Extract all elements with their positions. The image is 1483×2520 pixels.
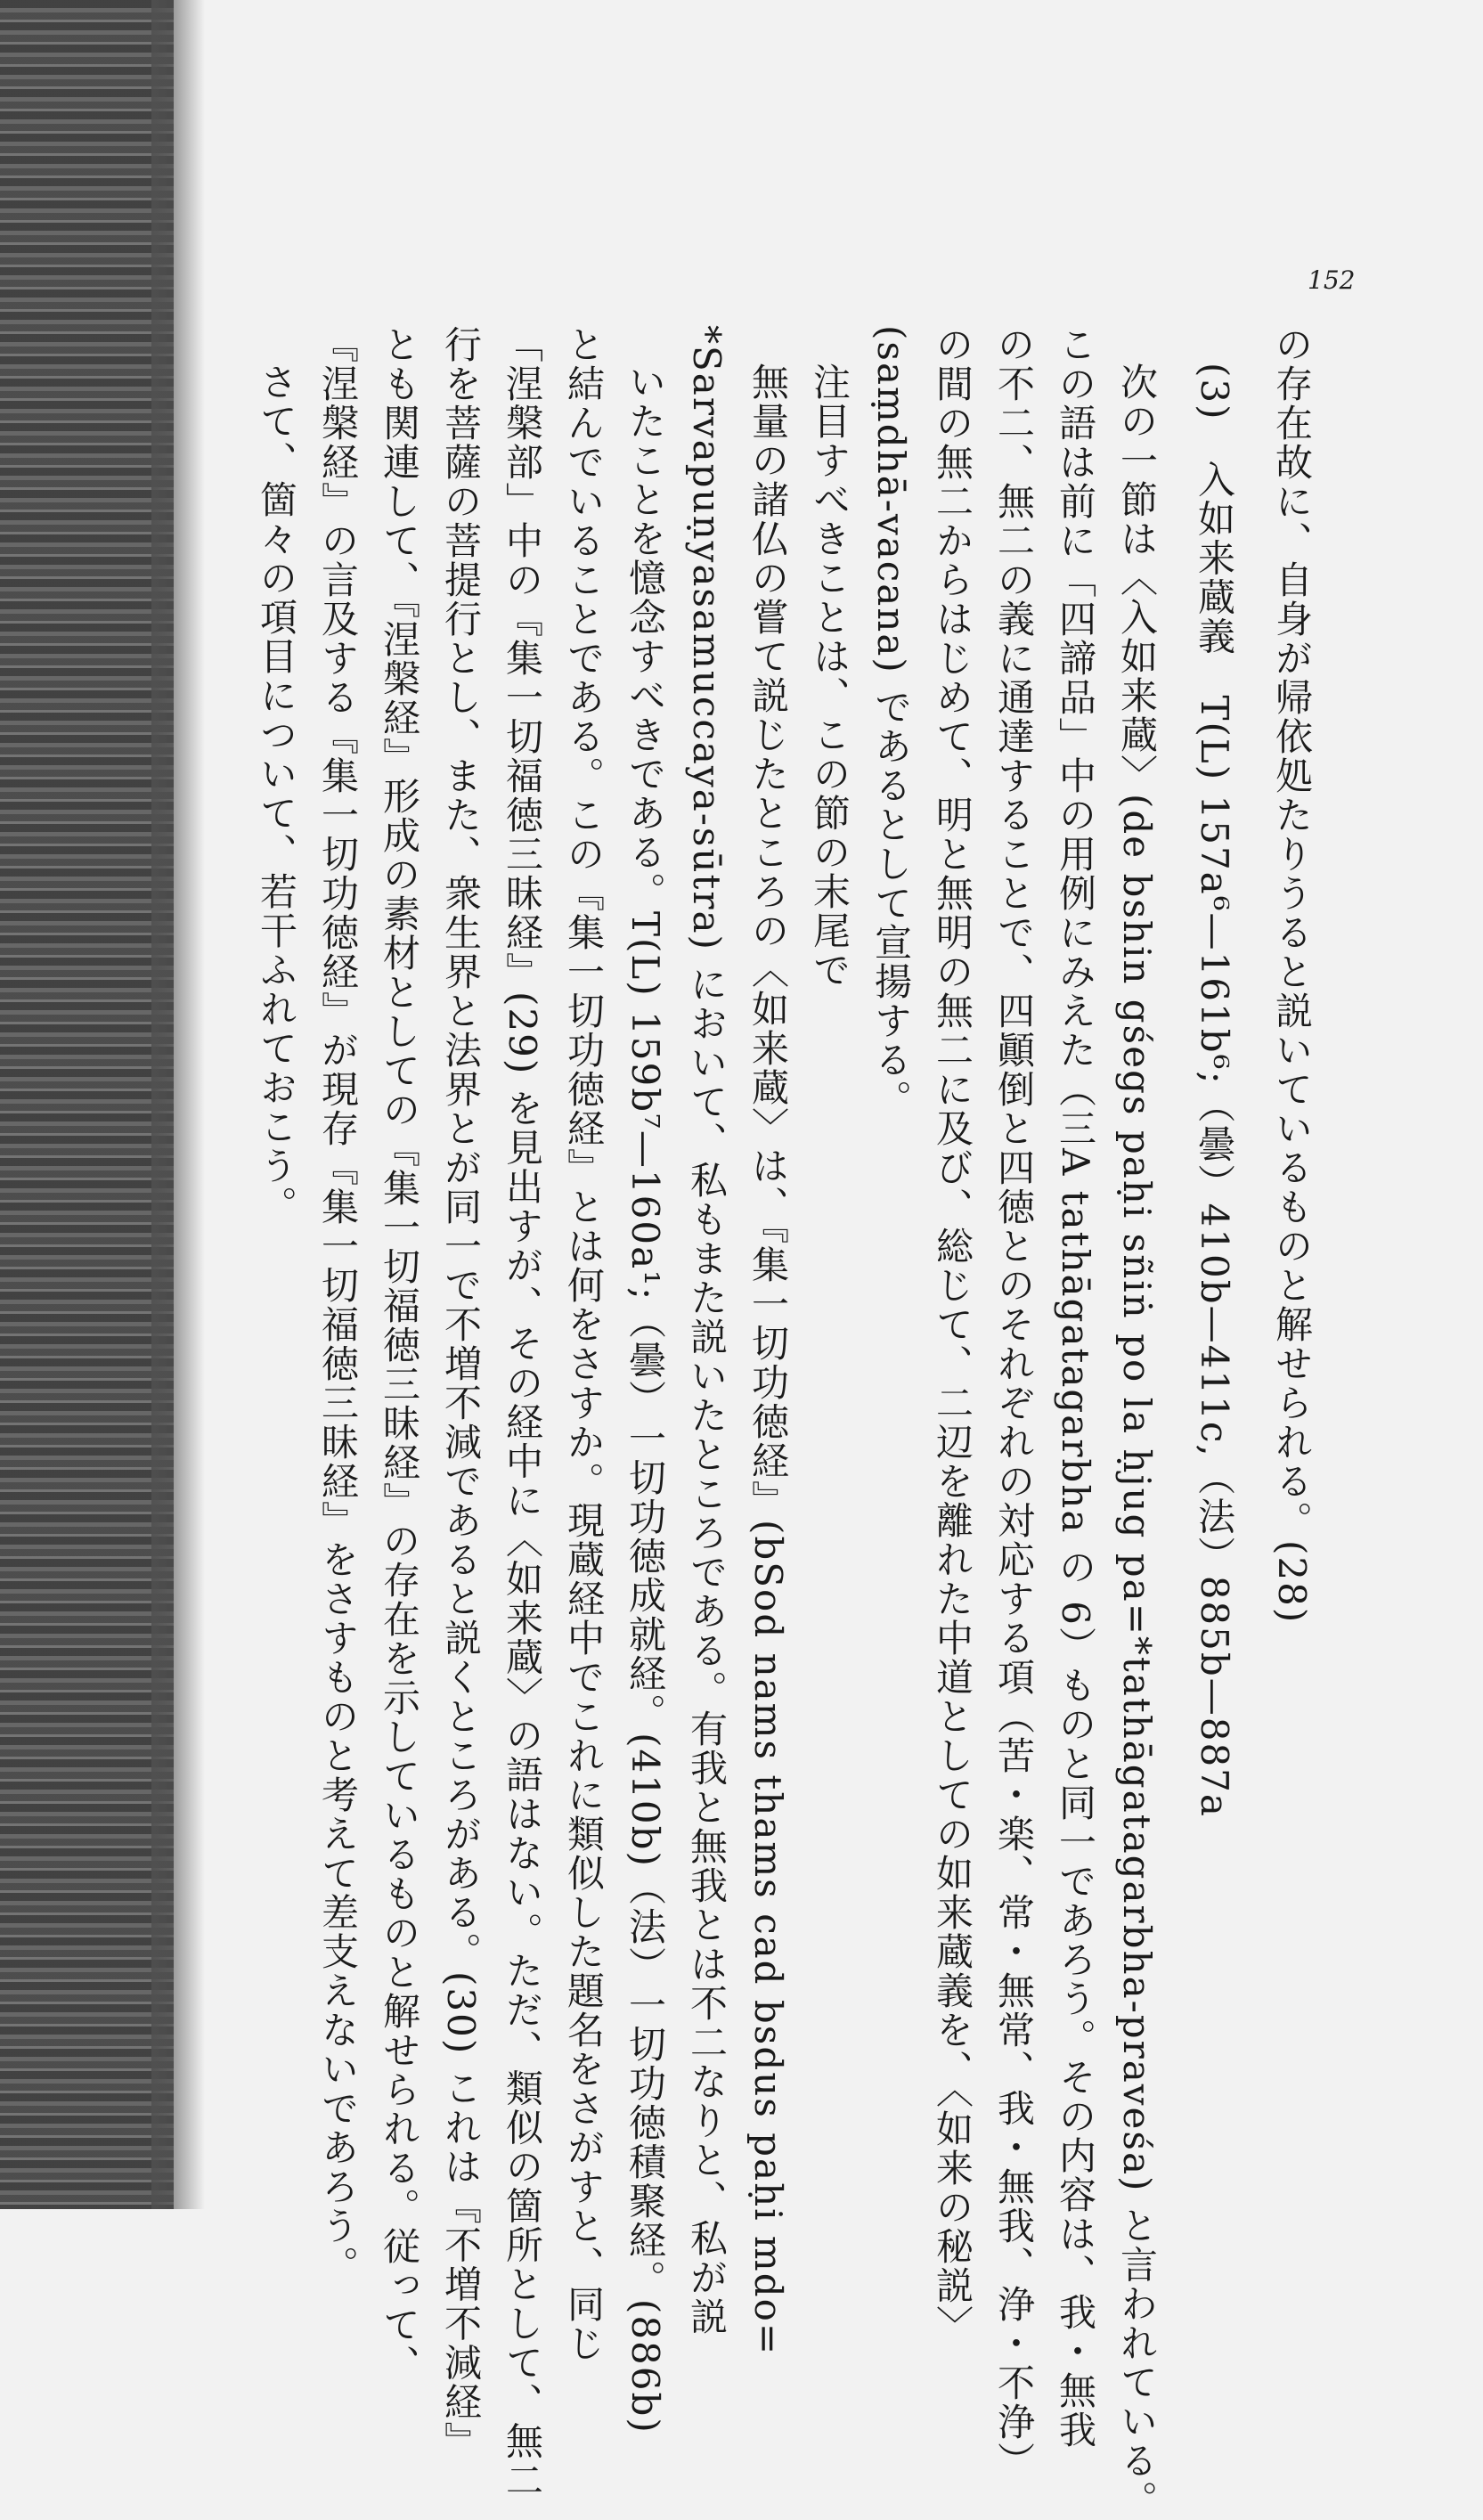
text-line: の存在故に、自身が帰依処たりうると説いているものと解せられる。(28) [1270,325,1314,1625]
text-line: (saṃdhā-vacana) であるとして宣揚する。 [869,325,913,1120]
text-line: と結んでいることである。この『集一切功徳経』とは何をさすか。現蔵経中でこれに類似した題名をさがすと、同じ [562,325,606,2363]
text-line: の不二、無二の義に通達することで、四顚倒と四徳とのそれぞれの対応する項（苦・楽、常・無常、我・無我、浄・不浄） [992,325,1036,2481]
text-line: 注目すべきことは、この節の末尾で [808,363,852,990]
text-line: 行を菩薩の菩提行とし、また、衆生界と法界とが同一で不増不減であると説くところがある。(30) これは『不増不減経』 [439,325,483,2461]
text-line: 次の一節は〈入如来蔵〉(de bshin gśegs paḥi sñiṅ po la ḥjug pa=*tathāgatagarbha-praveśa) と言われている。 [1115,363,1159,2520]
quote-line: *Sarvapuṇyasamuccaya-sūtra) において、私もまた説いたところである。有我と無我とは不二なりと、私が説 [685,325,729,2337]
text-line: さて、箇々の項目について、若干ふれておこう。 [255,363,298,1225]
page-number: 152 [1308,265,1356,295]
quote-line: いたことを憶念すべきである。T(L) 159b⁷—160a¹;（曇）一切功徳成就経。(410b)（法）一切功徳積聚経。(886b) [623,363,667,2434]
text-line: この語は前に「四諦品」中の用例にみえた（三A tathāgatagarbha の 6）ものと同一であろう。その内容は、我・無我 [1054,325,1097,2450]
body-text [246,325,1323,2520]
quote-line: 無量の諸仏の嘗て説じたところの〈如来蔵〉は、『集一切功徳経』(bSod nams thams cad bsdus paḥi mdo= [746,363,790,2357]
text-line: 『涅槃経』の言及する『集一切功徳経』が現存『集一切福徳三昧経』をさすものと考えて差支えないであろう。 [316,325,360,2285]
text-line: の間の無二からはじめて、明と無明の無二に及び、総じて、二辺を離れた中道としての如来蔵義を、〈如来の秘説〉 [931,325,974,2345]
binding-edge [151,0,205,2209]
text-line: 「涅槃部」中の『集一切福徳三昧経』(29) を見出すが、その経中に〈如来蔵〉の語はない。ただ、類似の箇所として、無二 [501,325,544,2500]
text-line: とも関連して、『涅槃経』形成の素材としての『集一切福徳三昧経』の存在を示しているものと解せられる。従って、 [378,325,421,2384]
binding-shadow [0,0,174,2209]
section-heading: (3) 入如来蔵義 T(L) 157a⁶—161b⁶;（曇）410b—411c,（法）885b—887a [1193,363,1236,1818]
